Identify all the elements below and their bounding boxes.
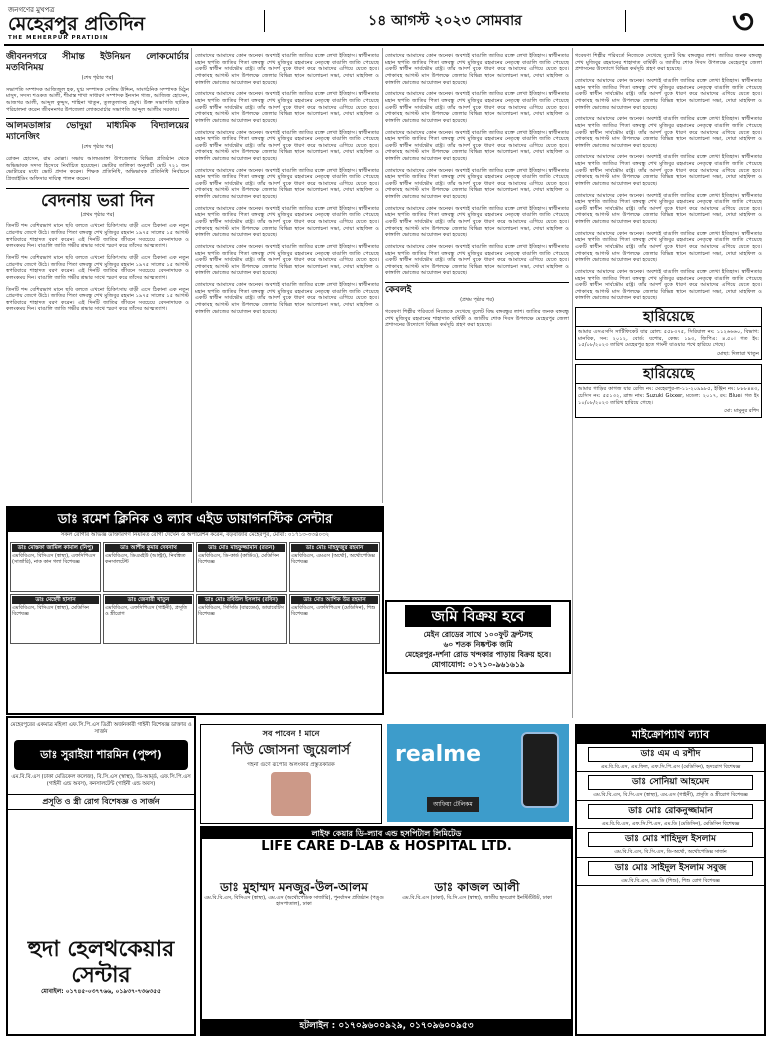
article-sub: (প্রথম পৃষ্ঠার পর) <box>80 211 115 218</box>
column-1 <box>6 48 189 503</box>
doctor-name: ডাঃ সোনিয়া আহমেদ <box>588 775 753 790</box>
clinic-ad <box>6 506 384 715</box>
gyn-ad-name: ডাঃ সুরাইয়া শারমিন (পুষ্প) <box>14 740 188 770</box>
jewellers-name: নিউ জোসনা জুয়েলার্স <box>231 743 350 758</box>
doctor-name: ডাঃ মোঃ মাহফুজ্জামান (রতন) <box>198 544 285 552</box>
doctor-block <box>577 772 764 800</box>
article-body-continued: তিনটি শব্দ বেশিরভাগ মানে ছবি বলতে এখনো চিকিৎসায় বাড়ী এসে ঠিকানা এক নতুন প্রেরণায় জেগে উঠে। জাতির পিতা বঙ্গবন্ধু শেখ মুজিবুর রহমান ১৯৭৫ সালের ১৫ আগস্ট স্বপরিবারে শাহাদত বরণ করেন। এই দিনটি জাতির জীবনে সবচেয়ে বেদনাদায়ক ও কলংকময় দিন। বাঙালি জাতি গভীর শ্রদ্ধার সাথে স্মরণ করে তাঁদের আত্মত্যাগ। <box>6 286 189 313</box>
article-body: তোমাদের আমাদের কোন অনেক। অবশ্যই বাঙালি জাতির রক্তে লেখা ইতিহাস। স্বাধীনতার মহান স্থপতি জাতির পিতা বঙ্গবন্ধু শেখ মুজিবুর রহমানের নেতৃত্বে বাঙালি জাতি পেয়েছে একটি স্বাধীন সার্বভৌম রাষ্ট্র। তাঁর আদর্শ বুকে ধারণ করে আমাদের এগিয়ে যেতে হবে। শোকাবহ আগস্ট মাস উপলক্ষে জেলার বিভিন্ন স্থানে আলোচনা সভা, দোয়া মাহফিল ও কাঙ্গালি ভোজের আয়োজন করা হয়েছে। <box>195 167 379 201</box>
doctor-info: এমবিবিএস, এফসিপিএস (গাইনী), প্রসূতি ও স্ত্রীরোগ <box>105 605 188 617</box>
article-body: তোমাদের আমাদের কোন অনেক। অবশ্যই বাঙালি জাতির রক্তে লেখা ইতিহাস। স্বাধীনতার মহান স্থপতি জাতির পিতা বঙ্গবন্ধু শেখ মুজিবুর রহমানের নেতৃত্বে বাঙালি জাতি পেয়েছে একটি স্বাধীন সার্বভৌম রাষ্ট্র। তাঁর আদর্শ বুকে ধারণ করে আমাদের এগিয়ে যেতে হবে। শোকাবহ আগস্ট মাস উপলক্ষে জেলার বিভিন্ন স্থানে আলোচনা সভা, দোয়া মাহফিল ও কাঙ্গালি ভোজের আয়োজন করা হয়েছে। <box>575 192 762 225</box>
doctor-grid <box>8 540 382 646</box>
clinic-ad-address: সকল রোগীর অভিজ্ঞ ডাক্তারগণ নিয়মিত রোগী দেখেন ও অপারেশন করেন, বড়বাজার মেহেরপুর, মোবা: ০১৭১৩-৩৩৪০৩২ <box>60 532 330 538</box>
doctor-info: এম.বি.বি.এস, এম.ডি (শিশু), শিশু রোগ বিশেষজ্ঞ <box>621 877 720 884</box>
clinic-ad-title: ডাঃ রমেশ ক্লিনিক ও ল্যাব এইড ডায়াগনস্টিক সেন্টার <box>8 508 382 532</box>
doctor-card <box>196 594 287 644</box>
column-divider <box>572 48 573 718</box>
jewellers-sub: গহনা গুণে রূপোর অলংকার প্রস্তুতকারক <box>247 762 335 768</box>
doctor-block <box>577 858 764 886</box>
owner-photo <box>271 772 311 816</box>
doctor-card <box>10 594 101 644</box>
land-ad-line: মেহেরপুর-দর্শনা রোড খন্দকার পাড়ায় বিক্রয় হবে। <box>404 650 552 659</box>
article-body: তোমাদের আমাদের কোন অনেক। অবশ্যই বাঙালি জাতির রক্তে লেখা ইতিহাস। স্বাধীনতার মহান স্থপতি জাতির পিতা বঙ্গবন্ধু শেখ মুজিবুর রহমানের নেতৃত্বে বাঙালি জাতি পেয়েছে একটি স্বাধীন সার্বভৌম রাষ্ট্র। তাঁর আদর্শ বুকে ধারণ করে আমাদের এগিয়ে যেতে হবে। শোকাবহ আগস্ট মাস উপলক্ষে জেলার বিভিন্ন স্থানে আলোচনা সভা, দোয়া মাহফিল ও কাঙ্গালি ভোজের আয়োজন করা হয়েছে। <box>195 243 379 277</box>
article-body: তোমাদের আমাদের কোন অনেক। অবশ্যই বাঙালি জাতির রক্তে লেখা ইতিহাস। স্বাধীনতার মহান স্থপতি জাতির পিতা বঙ্গবন্ধু শেখ মুজিবুর রহমানের নেতৃত্বে বাঙালি জাতি পেয়েছে একটি স্বাধীন সার্বভৌম রাষ্ট্র। তাঁর আদর্শ বুকে ধারণ করে আমাদের এগিয়ে যেতে হবে। শোকাবহ আগস্ট মাস উপলক্ষে জেলার বিভিন্ন স্থানে আলোচনা সভা, দোয়া মাহফিল ও কাঙ্গালি ভোজের আয়োজন করা হয়েছে। <box>195 205 379 239</box>
article-sub: (শেষ পৃষ্ঠার পর) <box>81 144 114 151</box>
doctor-name: ডাঃ মোঃ আশিক উর রহমান <box>291 596 378 604</box>
hospital-hotline: হটলাইন : ০১৭০৯৬০০৯২৯, ০১৭০৯৬০০৯৫৩ <box>202 1019 571 1034</box>
doctor-info: এমবিবিএস, এফসিপিএস (মেডিসিন), শিশু বিশেষজ্ঞ <box>291 605 376 617</box>
gyn-ad-degree: এম.বি.বি.এস (ঢাকা মেডিকেল কলেজ), বি.সি.এস (স্বাস্থ্য), ডি-আর্ম্ড, এফ.সি.পি.এস (গাইনী এন্ড অবস), কনসালটেন্ট (গাইনী এন্ড অবস) <box>11 774 191 787</box>
land-ad-line: মেইন রোডের সাথে ১০০ফুট ফ্রন্টসহ <box>423 630 533 639</box>
doctor-info: এমবিবিএস, সিসিডি (বারডেম), ডায়াবেটিস বিশেষজ্ঞ <box>198 605 284 617</box>
column-divider <box>191 48 192 503</box>
article-body: গবেষণা শিল্পীর পরিবর্তে নিজেকে দেখেছে বুলেট বিদ্ধ বঙ্গবন্ধুর লাশ। জাতির জনক বঙ্গবন্ধু শেখ মুজিবুর রহমানের শাহাদাত বার্ষিকী ও জাতীয় শোক দিবস উপলক্ষে মেহেরপুর জেলা প্রশাসনের উদ্যোগে বিভিন্ন কর্মসূচি গ্রহণ করা হয়েছে। <box>575 53 762 73</box>
doctor-name: ডাঃ মোঃ শাহিদুল ইসলাম <box>588 832 753 847</box>
gyn-ad-mobile: মোবাইল: ০১৭৪৫-০৩৭৭৬৬, ০১৯৩৭-৭৩৬৩৫৫ <box>41 988 161 995</box>
doctor-info: এম.বি.বি.এস, বিসিএস (স্বাস্থ্য), এম.এস (অর্থোপেডিক সার্জারি), পুনর্বাসন প্রতিষ্ঠান (পঙ্গু হাসপাতাল), ঢাকা <box>204 895 384 908</box>
article-body-continued: তিনটি শব্দ বেশিরভাগ মানে ছবি বলতে এখনো চিকিৎসায় বাড়ী এসে ঠিকানা এক নতুন প্রেরণায় জেগে উঠে। জাতির পিতা বঙ্গবন্ধু শেখ মুজিবুর রহমান ১৯৭৫ সালের ১৫ আগস্ট স্বপরিবারে শাহাদত বরণ করেন। এই দিনটি জাতির জীবনে সবচেয়ে বেদনাদায়ক ও কলংকময় দিন। বাঙালি জাতি গভীর শ্রদ্ধার সাথে স্মরণ করে তাঁদের আত্মত্যাগ। <box>6 255 189 281</box>
doctor-block <box>577 829 764 857</box>
doctor-info: এমবিবিএস, ডি-কার্ড (কার্ডিও), মেডিসিন বিশেষজ্ঞ <box>198 553 279 565</box>
doctor-name: ডাঃ মোঃ মাহফুজুর রহমান <box>291 544 378 552</box>
article-body: গবেষণা শিল্পীর পরিবর্তে নিজেকে দেখেছে বুলেট বিদ্ধ বঙ্গবন্ধুর লাশ। জাতির জনক বঙ্গবন্ধু শেখ মুজিবুর রহমানের শাহাদাত বার্ষিকী ও জাতীয় শোক দিবস উপলক্ষে মেহেরপুর জেলা প্রশাসনের উদ্যোগে বিভিন্ন কর্মসূচি গ্রহণ করা হয়েছে। <box>385 308 569 329</box>
doctor-name: ডাঃ মোঃ সাইদুল ইসলাম সবুজ <box>588 861 753 876</box>
article-body: তোমাদের আমাদের কোন অনেক। অবশ্যই বাঙালি জাতির রক্তে লেখা ইতিহাস। স্বাধীনতার মহান স্থপতি জাতির পিতা বঙ্গবন্ধু শেখ মুজিবুর রহমানের নেতৃত্বে বাঙালি জাতি পেয়েছে একটি স্বাধীন সার্বভৌম রাষ্ট্র। তাঁর আদর্শ বুকে ধারণ করে আমাদের এগিয়ে যেতে হবে। শোকাবহ আগস্ট মাস উপলক্ষে জেলার বিভিন্ন স্থানে আলোচনা সভা, দোয়া মাহফিল ও কাঙ্গালি ভোজের আয়োজন করা হয়েছে। <box>195 129 379 162</box>
article-body: তোমাদের আমাদের কোন অনেক। অবশ্যই বাঙালি জাতির রক্তে লেখা ইতিহাস। স্বাধীনতার মহান স্থপতি জাতির পিতা বঙ্গবন্ধু শেখ মুজিবুর রহমানের নেতৃত্বে বাঙালি জাতি পেয়েছে একটি স্বাধীন সার্বভৌম রাষ্ট্র। তাঁর আদর্শ বুকে ধারণ করে আমাদের এগিয়ে যেতে হবে। শোকাবহ আগস্ট মাস উপলক্ষে জেলার বিভিন্ন স্থানে আলোচনা সভা, দোয়া মাহফিল ও কাঙ্গালি ভোজের আয়োজন করা হয়েছে। <box>195 53 379 86</box>
doctor-info: এমবিবিএস, বিসিএস (স্বাস্থ্য), মেডিসিন বিশেষজ্ঞ <box>12 605 89 617</box>
page-header <box>4 4 764 46</box>
lost-notice-body: আমার এসএসসি সার্টিফিকেট যার রোল: ৫৫৮৩৭৫, সিরিয়াল নং: ১১২৬৬৬০, বিভাগ: মানবিক, সন: ২০১২, বোর্ড: যশোর, কেন্দ্র: ১৯৩, জিপিএ: ৪.৫০। গত ইং: ১৫/০৮/২০২৩ তারিখ মেহেরপুর হতে গাংনী যাওয়ার পথে হারিয়ে গেছে। <box>578 329 759 349</box>
hospital-ad-title: লাইফ কেয়ার ডি-ল্যাব এন্ড হসপিটাল লিমিটেড <box>202 828 571 839</box>
article-body: তোমাদের আমাদের কোন অনেক। অবশ্যই বাঙালি জাতির রক্তে লেখা ইতিহাস। স্বাধীনতার মহান স্থপতি জাতির পিতা বঙ্গবন্ধু শেখ মুজিবুর রহমানের নেতৃত্বে বাঙালি জাতি পেয়েছে একটি স্বাধীন সার্বভৌম রাষ্ট্র। তাঁর আদর্শ বুকে ধারণ করে আমাদের এগিয়ে যেতে হবে। শোকাবহ আগস্ট মাস উপলক্ষে জেলার বিভিন্ন স্থানে আলোচনা সভা, দোয়া মাহফিল ও কাঙ্গালি ভোজের আয়োজন করা হয়েছে। <box>195 282 379 315</box>
lost-notice <box>575 364 762 417</box>
lost-notice-title: হারিয়েছে <box>576 365 761 384</box>
doctor-name: ডাঃ কাজল আলী <box>434 880 520 894</box>
doctor-name: ডাঃ মুহাম্মদ মনজুর-উল-আলম <box>220 880 368 894</box>
article-body: তিনটি শব্দ বেশিরভাগ মানে ছবি বলতে এখনো চিকিৎসায় বাড়ী এসে ঠিকানা এক নতুন প্রেরণায় জেগে উঠে। জাতির পিতা বঙ্গবন্ধু শেখ মুজিবুর রহমান ১৯৭৫ সালের ১৫ আগস্ট স্বপরিবারে শাহাদত বরণ করেন। এই দিনটি জাতির জীবনে সবচেয়ে বেদনাদায়ক ও কলংকময় দিন। বাঙালি জাতি গভীর শ্রদ্ধার সাথে স্মরণ করে তাঁদের আত্মত্যাগ। <box>6 223 189 250</box>
newspaper-page <box>4 4 764 1033</box>
phone-image <box>521 732 559 808</box>
land-ad-phone: যোগাযোগ: ০১৭১০-৯৬১৬১৯ <box>431 660 525 669</box>
masthead-name: মেহেরপুর প্রতিদিন <box>8 13 145 35</box>
doctor-name: ডাঃ মোঃ রোকনুজ্জামান <box>588 804 753 819</box>
doctor-name: ডাঃ জেনারী খাতুন <box>105 596 192 604</box>
doctor-name: ডাঃ আশীষ কুমার দেবনাথ <box>105 544 192 552</box>
doctor-info: এমবিবিএস, ডিএমইউ (আল্ট্রা), নিবন্ধিত কনসালটেন্ট <box>105 553 186 565</box>
doctor-info: এম.বি.বি.এস (ঢাকা), বি.সি.এস (স্বাস্থ্য), জাতীয় হৃদরোগ ইনস্টিটিউট, ঢাকা <box>402 895 552 901</box>
column-2 <box>195 48 379 503</box>
masthead-tagline: জনগণের মুখপত্র <box>8 6 55 14</box>
article-headline: বেদনায় ভরা দিন <box>6 188 189 211</box>
phone-brand: realme <box>395 742 482 767</box>
doctor-info: এম.বি.বি.এস, এফ.সি.পি.এস, এম.ডি (মেডিসিন), মেডিসিন বিশেষজ্ঞ <box>601 820 740 827</box>
gynecologist-ad <box>6 716 196 1036</box>
article-body: তোমাদের আমাদের কোন অনেক। অবশ্যই বাঙালি জাতির রক্তে লেখা ইতিহাস। স্বাধীনতার মহান স্থপতি জাতির পিতা বঙ্গবন্ধু শেখ মুজিবুর রহমানের নেতৃত্বে বাঙালি জাতি পেয়েছে একটি স্বাধীন সার্বভৌম রাষ্ট্র। তাঁর আদর্শ বুকে ধারণ করে আমাদের এগিয়ে যেতে হবে। শোকাবহ আগস্ট মাস উপলক্ষে জেলার বিভিন্ন স্থানে আলোচনা সভা, দোয়া মাহফিল ও কাঙ্গালি ভোজের আয়োজন করা হয়েছে। <box>575 268 762 302</box>
article-body: তোমাদের আমাদের কোন অনেক। অবশ্যই বাঙালি জাতির রক্তে লেখা ইতিহাস। স্বাধীনতার মহান স্থপতি জাতির পিতা বঙ্গবন্ধু শেখ মুজিবুর রহমানের নেতৃত্বে বাঙালি জাতি পেয়েছে একটি স্বাধীন সার্বভৌম রাষ্ট্র। তাঁর আদর্শ বুকে ধারণ করে আমাদের এগিয়ে যেতে হবে। শোকাবহ আগস্ট মাস উপলক্ষে জেলার বিভিন্ন স্থানে আলোচনা সভা, দোয়া মাহফিল ও কাঙ্গালি ভোজের আয়োজন করা হয়েছে। <box>575 78 762 111</box>
jewellers-ad <box>200 724 382 824</box>
doctor-block <box>577 744 764 772</box>
doctor-info: এম.বি.বি.এস, বি.সি.এস, ডি-অর্থো, অর্থোপেডিক্স সার্জন <box>614 849 727 856</box>
gyn-ad-specialty: প্রসূতি ও স্ত্রী রোগ বিশেষজ্ঞ ও সার্জন <box>8 794 194 810</box>
gyn-ad-services-area <box>8 816 194 936</box>
doctor-card <box>103 594 194 644</box>
article-body: রোকন হোসেন, রাম মোল্লা। সভায় আলমডাঙ্গা উপজেলার বিভিন্ন প্রতিষ্ঠান থেকে অভিভাবক সদস্য হিসেবে নির্বাচিত হয়েছেন। ভোটার তালিকা অনুযায়ী মোট ৭২১ জন ভোটারের মধ্যে ভোট প্রদান করেন। শিক্ষক প্রতিনিধি, অভিভাবক প্রতিনিধি নির্বাচনে প্রিজাইডিং অফিসার দায়িত্ব পালন করেন। <box>6 156 189 182</box>
lab-ad <box>575 724 766 1036</box>
article-body: তোমাদের আমাদের কোন অনেক। অবশ্যই বাঙালি জাতির রক্তে লেখা ইতিহাস। স্বাধীনতার মহান স্থপতি জাতির পিতা বঙ্গবন্ধু শেখ মুজিবুর রহমানের নেতৃত্বে বাঙালি জাতি পেয়েছে একটি স্বাধীন সার্বভৌম রাষ্ট্র। তাঁর আদর্শ বুকে ধারণ করে আমাদের এগিয়ে যেতে হবে। শোকাবহ আগস্ট মাস উপলক্ষে জেলার বিভিন্ন স্থানে আলোচনা সভা, দোয়া মাহফিল ও কাঙ্গালি ভোজের আয়োজন করা হয়েছে। <box>575 116 762 149</box>
article-body: তোমাদের আমাদের কোন অনেক। অবশ্যই বাঙালি জাতির রক্তে লেখা ইতিহাস। স্বাধীনতার মহান স্থপতি জাতির পিতা বঙ্গবন্ধু শেখ মুজিবুর রহমানের নেতৃত্বে বাঙালি জাতি পেয়েছে একটি স্বাধীন সার্বভৌম রাষ্ট্র। তাঁর আদর্শ বুকে ধারণ করে আমাদের এগিয়ে যেতে হবে। শোকাবহ আগস্ট মাস উপলক্ষে জেলার বিভিন্ন স্থানে আলোচনা সভা, দোয়া মাহফিল ও কাঙ্গালি ভোজের আয়োজন করা হয়েছে। <box>385 205 569 239</box>
article-body: তোমাদের আমাদের কোন অনেক। অবশ্যই বাঙালি জাতির রক্তে লেখা ইতিহাস। স্বাধীনতার মহান স্থপতি জাতির পিতা বঙ্গবন্ধু শেখ মুজিবুর রহমানের নেতৃত্বে বাঙালি জাতি পেয়েছে একটি স্বাধীন সার্বভৌম রাষ্ট্র। তাঁর আদর্শ বুকে ধারণ করে আমাদের এগিয়ে যেতে হবে। শোকাবহ আগস্ট মাস উপলক্ষে জেলার বিভিন্ন স্থানে আলোচনা সভা, দোয়া মাহফিল ও কাঙ্গালি ভোজের আয়োজন করা হয়েছে। <box>575 230 762 264</box>
article-body: সভাপতি সম্পাদক আজিজুল হক, যুগ্ম সম্পাদক সেলিম উদ্দিন, সাংগঠনিক সম্পাদক মিঠুন মাসুদ, সদস্য শওকত আলী, শীমান্ত শাখা সাধারণ সম্পাদক ইনসান গাজ, আজিজ হোসেন, আজগর আলী, আব্দুল কুদ্দুস, শাহিনা খাতুন, তুলতুলাসহ প্রমুখ। উক্ত সভাপতি ছাত্রিক পরিচালনা করেন জীবননগর উপজেলা লোকমোর্চার সভাপতি আব্দুল আলীম সরকার। <box>6 86 189 113</box>
land-sale-ad <box>385 600 571 674</box>
doctor-block <box>387 880 567 901</box>
article-sub: (প্রথম পৃষ্ঠার পর) <box>460 297 494 304</box>
article-headline: আলমডাঙ্গার ভোদুয়া মাধ্যমিক বিদ্যালয়ের ম্যানেজিং <box>6 118 189 143</box>
jewellers-tagline: সব পাবেন ! মানে <box>262 729 320 738</box>
phone-shop-ad <box>387 724 569 822</box>
doctor-name: ডাঃ মেহেদী হাসান <box>12 596 99 604</box>
doctor-info: এম.বি.বি.এস, বি.সি.এস (স্বাস্থ্য), এম.এস (গাইনী), প্রসূতি ও স্ত্রীরোগ বিশেষজ্ঞ <box>593 792 748 799</box>
issue-date: ১৪ আগস্ট ২০২৩ সোমবার <box>264 10 626 32</box>
masthead <box>8 6 145 41</box>
lost-notice-name: মোছা: দিলারা খাতুন <box>716 350 759 357</box>
doctor-block <box>204 880 384 908</box>
doctor-card <box>10 542 101 592</box>
article-body: তোমাদের আমাদের কোন অনেক। অবশ্যই বাঙালি জাতির রক্তে লেখা ইতিহাস। স্বাধীনতার মহান স্থপতি জাতির পিতা বঙ্গবন্ধু শেখ মুজিবুর রহমানের নেতৃত্বে বাঙালি জাতি পেয়েছে একটি স্বাধীন সার্বভৌম রাষ্ট্র। তাঁর আদর্শ বুকে ধারণ করে আমাদের এগিয়ে যেতে হবে। শোকাবহ আগস্ট মাস উপলক্ষে জেলার বিভিন্ন স্থানে আলোচনা সভা, দোয়া মাহফিল ও কাঙ্গালি ভোজের আয়োজন করা হয়েছে। <box>385 243 569 277</box>
gyn-ad-tag: মেহেরপুরের একমাত্র মহিলা এফ.সি.পি.এস ডিগ্রী অর্জনকারী গাইনী বিশেষজ্ঞ ডাক্তার ও সার্জন <box>10 722 192 735</box>
column-divider <box>382 48 383 503</box>
lost-notice-title: হারিয়েছে <box>576 308 761 327</box>
doctor-card <box>289 594 380 644</box>
doctor-name: ডাঃ এম এ রশীদ <box>588 747 753 762</box>
lost-notice <box>575 307 762 360</box>
hospital-ad <box>200 826 573 1036</box>
doctor-info: এমবিবিএস, এমএস (অর্থো), অর্থোপেডিক্স বিশেষজ্ঞ <box>291 553 375 565</box>
lost-notice-name: মো: মামুনুর রশিদ <box>724 408 759 415</box>
phone-shop-name: আফিয়া টেলিকম <box>427 797 479 812</box>
article-headline: কেবলই <box>385 282 569 296</box>
doctor-info: এমবিবিএস, বিসিএস (স্বাস্থ্য), এফসিপিএস (সার্জারি), নাক কান গলা বিশেষজ্ঞ <box>12 553 96 565</box>
doctor-name: ডাঃ মোস্তফা জামিল কামাল (নিপু) <box>12 544 99 552</box>
doctor-name: ডাঃ মোঃ রবিউল ইসলাম (রবিন) <box>198 596 285 604</box>
column-3 <box>385 48 569 596</box>
article-body: তোমাদের আমাদের কোন অনেক। অবশ্যই বাঙালি জাতির রক্তে লেখা ইতিহাস। স্বাধীনতার মহান স্থপতি জাতির পিতা বঙ্গবন্ধু শেখ মুজিবুর রহমানের নেতৃত্বে বাঙালি জাতি পেয়েছে একটি স্বাধীন সার্বভৌম রাষ্ট্র। তাঁর আদর্শ বুকে ধারণ করে আমাদের এগিয়ে যেতে হবে। শোকাবহ আগস্ট মাস উপলক্ষে জেলার বিভিন্ন স্থানে আলোচনা সভা, দোয়া মাহফিল ও কাঙ্গালি ভোজের আয়োজন করা হয়েছে। <box>385 53 569 86</box>
article-sub: (শেষ পৃষ্ঠার পর) <box>81 75 114 81</box>
doctor-card <box>289 542 380 592</box>
land-ad-title: জমি বিক্রয় হবে <box>405 605 551 627</box>
masthead-english: THE MEHERPUR PRATIDIN <box>8 35 109 41</box>
article-body: তোমাদের আমাদের কোন অনেক। অবশ্যই বাঙালি জাতির রক্তে লেখা ইতিহাস। স্বাধীনতার মহান স্থপতি জাতির পিতা বঙ্গবন্ধু শেখ মুজিবুর রহমানের নেতৃত্বে বাঙালি জাতি পেয়েছে একটি স্বাধীন সার্বভৌম রাষ্ট্র। তাঁর আদর্শ বুকে ধারণ করে আমাদের এগিয়ে যেতে হবে। শোকাবহ আগস্ট মাস উপলক্ষে জেলার বিভিন্ন স্থানে আলোচনা সভা, দোয়া মাহফিল ও কাঙ্গালি ভোজের আয়োজন করা হয়েছে। <box>575 154 762 187</box>
hospital-ad-english: LIFE CARE D-LAB & HOSPITAL LTD. <box>261 839 512 854</box>
article-body: তোমাদের আমাদের কোন অনেক। অবশ্যই বাঙালি জাতির রক্তে লেখা ইতিহাস। স্বাধীনতার মহান স্থপতি জাতির পিতা বঙ্গবন্ধু শেখ মুজিবুর রহমানের নেতৃত্বে বাঙালি জাতি পেয়েছে একটি স্বাধীন সার্বভৌম রাষ্ট্র। তাঁর আদর্শ বুকে ধারণ করে আমাদের এগিয়ে যেতে হবে। শোকাবহ আগস্ট মাস উপলক্ষে জেলার বিভিন্ন স্থানে আলোচনা সভা, দোয়া মাহফিল ও কাঙ্গালি ভোজের আয়োজন করা হয়েছে। <box>385 167 569 201</box>
doctor-info: এম.বি.বি.এস, এম.ফিল, এফ.সি.পি.এস (মেডিসিন), হৃদরোগ বিশেষজ্ঞ <box>600 764 741 770</box>
column-4 <box>575 48 762 720</box>
lab-ad-title: মাইক্রোপ্যাথ ল্যাব <box>577 726 764 744</box>
article-body: তোমাদের আমাদের কোন অনেক। অবশ্যই বাঙালি জাতির রক্তে লেখা ইতিহাস। স্বাধীনতার মহান স্থপতি জাতির পিতা বঙ্গবন্ধু শেখ মুজিবুর রহমানের নেতৃত্বে বাঙালি জাতি পেয়েছে একটি স্বাধীন সার্বভৌম রাষ্ট্র। তাঁর আদর্শ বুকে ধারণ করে আমাদের এগিয়ে যেতে হবে। শোকাবহ আগস্ট মাস উপলক্ষে জেলার বিভিন্ন স্থানে আলোচনা সভা, দোয়া মাহফিল ও কাঙ্গালি ভোজের আয়োজন করা হয়েছে। <box>385 129 569 162</box>
doctor-block <box>577 801 764 829</box>
gyn-ad-center: হুদা হেলথকেয়ার সেন্টার <box>27 936 175 988</box>
page-number: ৩ <box>731 2 754 42</box>
article-headline: জীবননগরে সীমান্ত ইউনিয়ন লোকমোর্চার মতবিনিময় <box>6 52 189 73</box>
lost-notice-body: আমার গাড়ির কাগজ যার রেজি নং: মেহেরপুর-ল-১১-২০৯৯৮৫, ইঞ্জিন নং: ৮৮৮৪৪৩, চেসিস নং: ৫৫১৩২, ব্রান্ড নাম: Suzuki Gixxer, মডেল: ২০১৭, রং: Blue। গত ইং ১০/০৮/২০২৩ তারিখ হারিয়ে গেছে। <box>578 386 759 406</box>
doctor-card <box>196 542 287 592</box>
article-body: তোমাদের আমাদের কোন অনেক। অবশ্যই বাঙালি জাতির রক্তে লেখা ইতিহাস। স্বাধীনতার মহান স্থপতি জাতির পিতা বঙ্গবন্ধু শেখ মুজিবুর রহমানের নেতৃত্বে বাঙালি জাতি পেয়েছে একটি স্বাধীন সার্বভৌম রাষ্ট্র। তাঁর আদর্শ বুকে ধারণ করে আমাদের এগিয়ে যেতে হবে। শোকাবহ আগস্ট মাস উপলক্ষে জেলার বিভিন্ন স্থানে আলোচনা সভা, দোয়া মাহফিল ও কাঙ্গালি ভোজের আয়োজন করা হয়েছে। <box>195 91 379 124</box>
doctor-card <box>103 542 194 592</box>
article-body: তোমাদের আমাদের কোন অনেক। অবশ্যই বাঙালি জাতির রক্তে লেখা ইতিহাস। স্বাধীনতার মহান স্থপতি জাতির পিতা বঙ্গবন্ধু শেখ মুজিবুর রহমানের নেতৃত্বে বাঙালি জাতি পেয়েছে একটি স্বাধীন সার্বভৌম রাষ্ট্র। তাঁর আদর্শ বুকে ধারণ করে আমাদের এগিয়ে যেতে হবে। শোকাবহ আগস্ট মাস উপলক্ষে জেলার বিভিন্ন স্থানে আলোচনা সভা, দোয়া মাহফিল ও কাঙ্গালি ভোজের আয়োজন করা হয়েছে। <box>385 91 569 124</box>
land-ad-line: ৬০ শতক নিষ্কণ্টক জমি <box>443 640 513 649</box>
